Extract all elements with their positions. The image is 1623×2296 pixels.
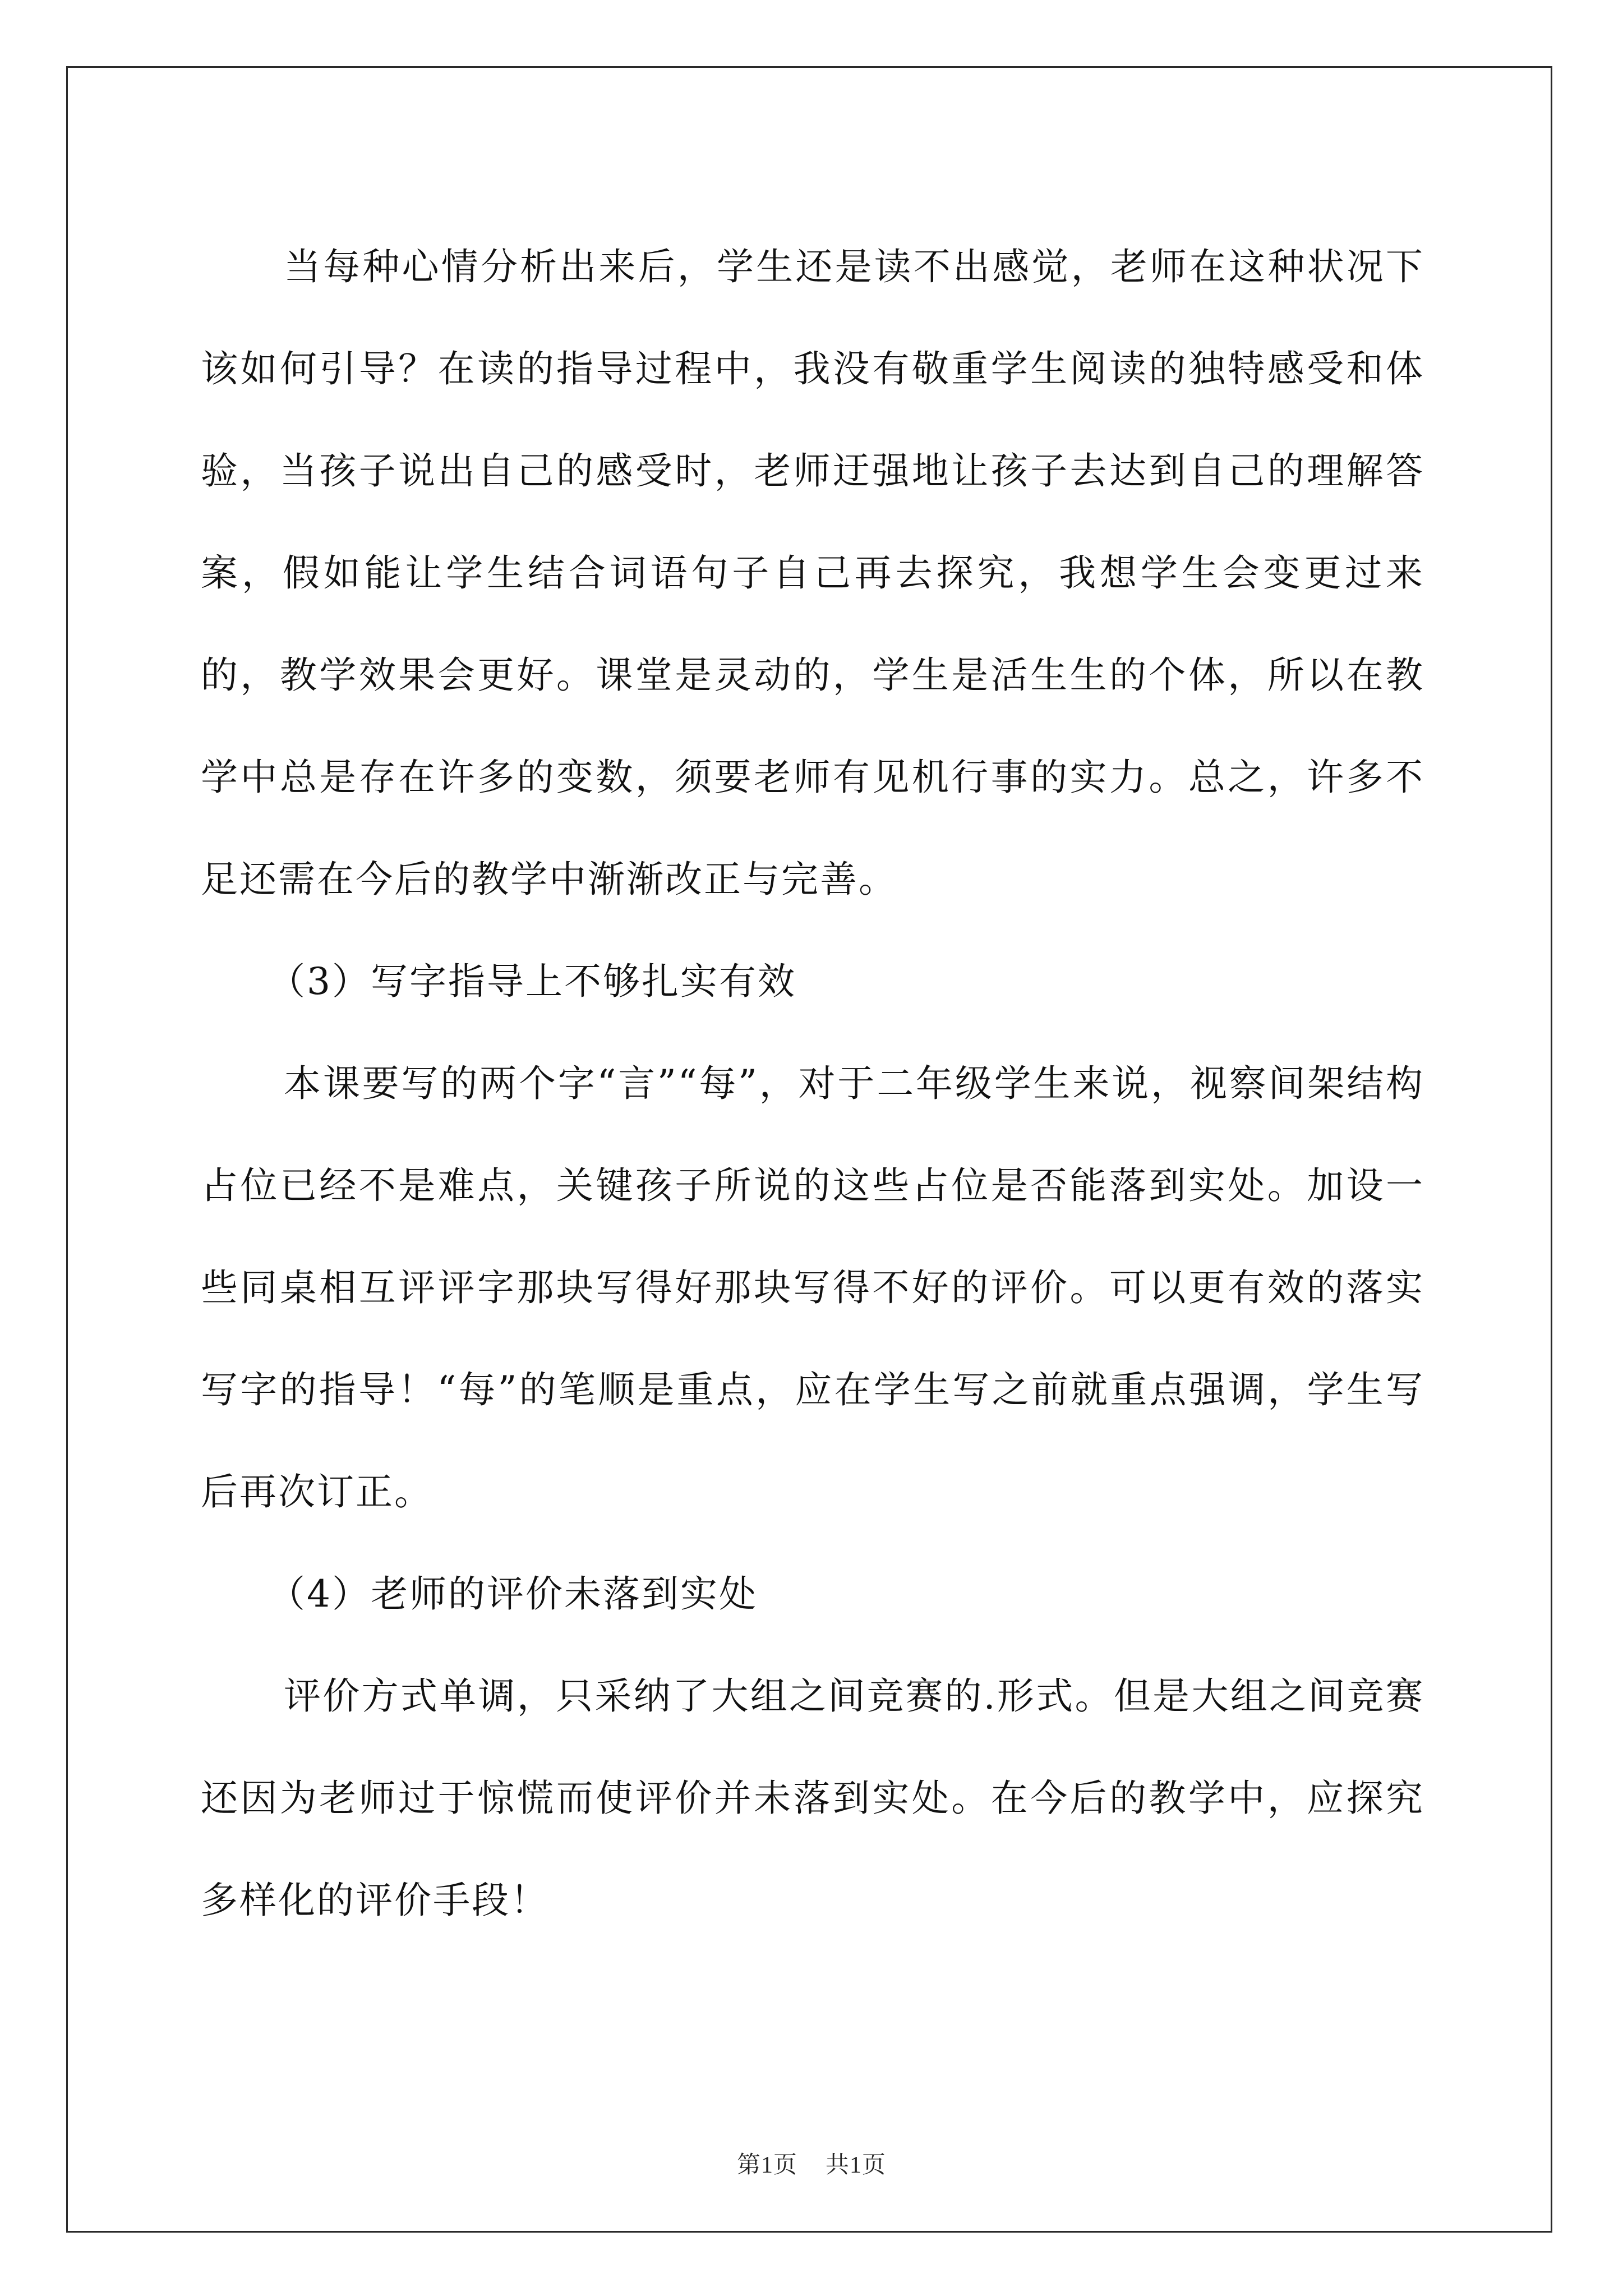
section-heading-evaluation: （4）老师的评价未落到实处 (268, 1572, 758, 1616)
paragraph-writing-guidance: 本课要写的两个字“言”“每”，对于二年级学生来说，视察间架结构占位已经不是难点，关键孩子所说的这些占位是否能落到实处。加设一些同桌相互评评字那块写得好那块写得不好的评价。可以更有效的落实写字的指导！“每”的笔顺是重点，应在学生写之前就重点强调，学生写后再次订正。 (201, 1062, 1424, 1513)
paragraph-reflection-reading: 当每种心情分析出来后，学生还是读不出感觉，老师在这种状况下该如何引导？在读的指导过程中，我没有敬重学生阅读的独特感受和体验，当孩子说出自己的感受时，老师迂强地让孩子去达到自己的理解答案，假如能让学生结合词语句子自己再去探究，我想学生会变更过来的，教学效果会更好。课堂是灵动的，学生是活生生的个体，所以在教学中总是存在许多的变数，须要老师有见机行事的实力。总之，许多不足还需在今后的教学中渐渐改正与完善。 (201, 245, 1424, 901)
page-number-total: 共1页 (826, 2152, 887, 2178)
document-body (201, 216, 1424, 1952)
page-number-current: 第1页 (736, 2152, 797, 2178)
page-footer (0, 2146, 1623, 2180)
paragraph-evaluation: 评价方式单调，只采纳了大组之间竞赛的.形式。但是大组之间竞赛还因为老师过于惊慌而使评价并未落到实处。在今后的教学中，应探究多样化的评价手段！ (201, 1674, 1424, 1922)
section-heading-writing: （3）写字指导上不够扎实有效 (268, 960, 796, 1003)
